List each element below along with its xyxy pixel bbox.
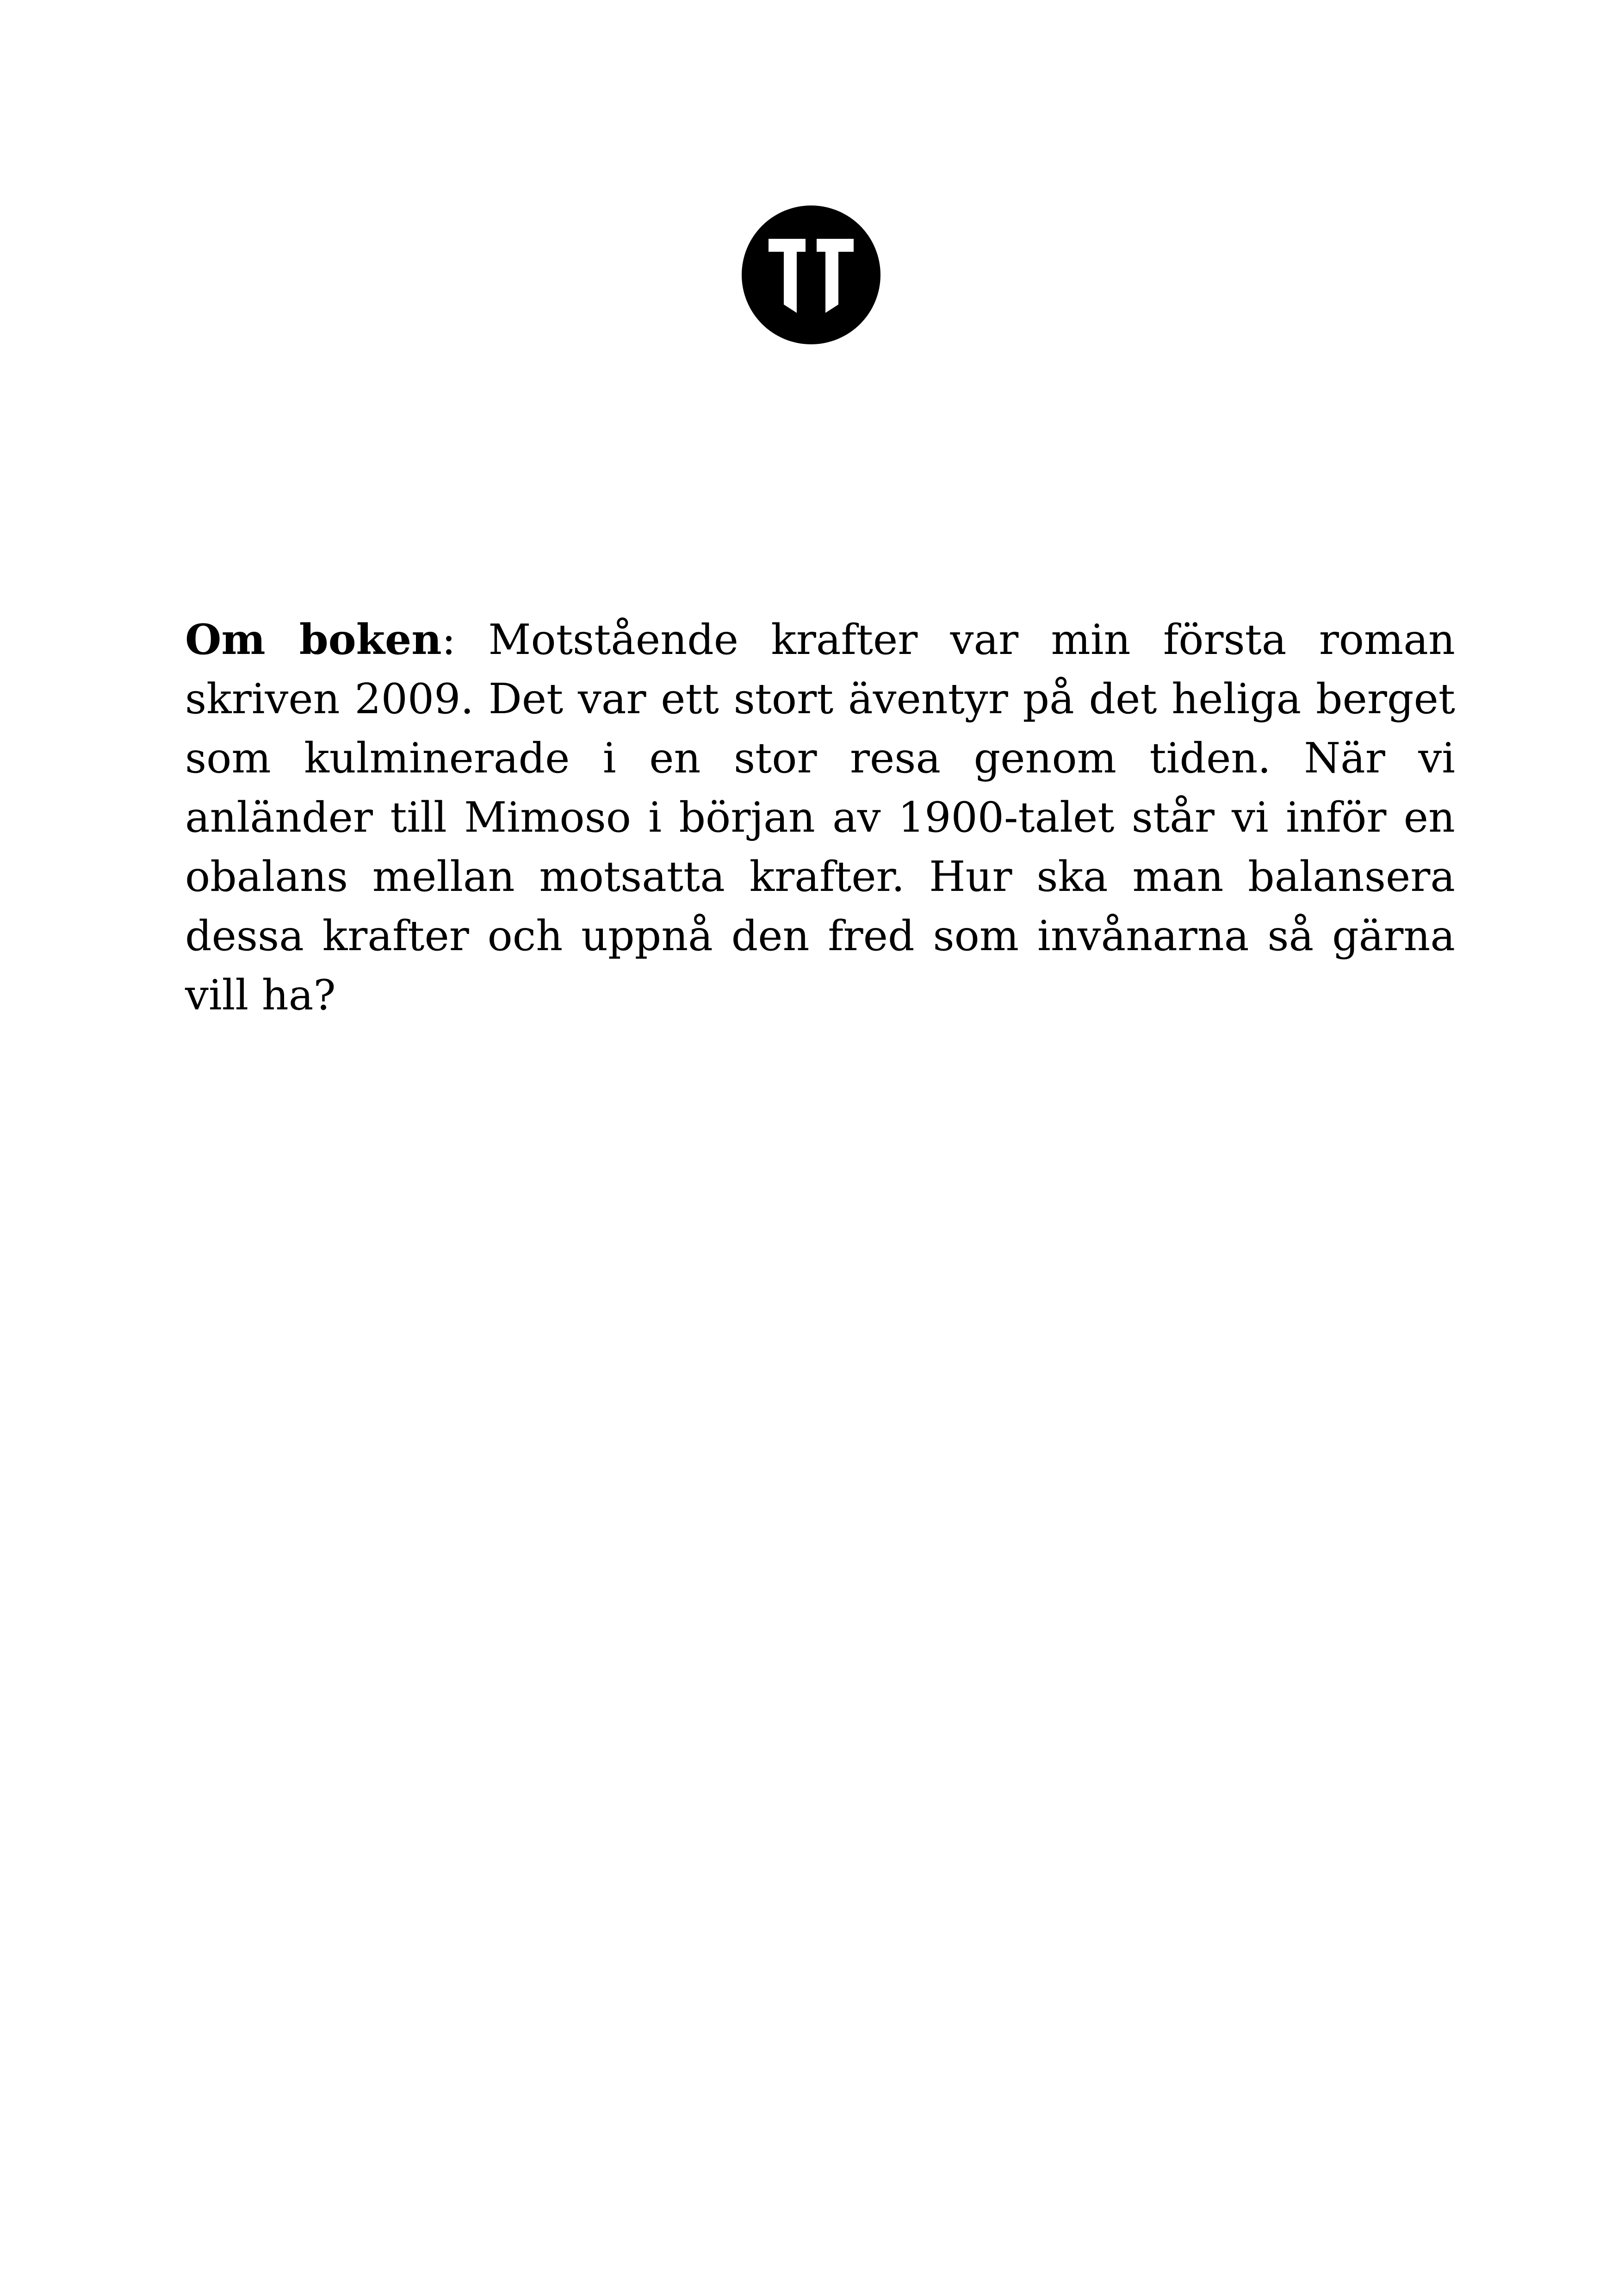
publisher-logo-icon-graphic [742,205,880,344]
about-label: Om boken [185,615,442,664]
about-paragraph [185,610,1455,1025]
publisher-logo-icon [742,205,880,344]
about-text: Motstående krafter var min första roman skriven 2009. Det var ett stort äventyr på det heliga berget som kulminerade i en stor resa genom tiden. När vi anländer till Mimoso i början av 1900-talet står vi inför en obalans mellan motsatta krafter. Hur ska man balansera dessa krafter och uppnå den fred som invånarna så gärna vill ha? [185,616,1455,1020]
about-separator: : [441,616,489,664]
